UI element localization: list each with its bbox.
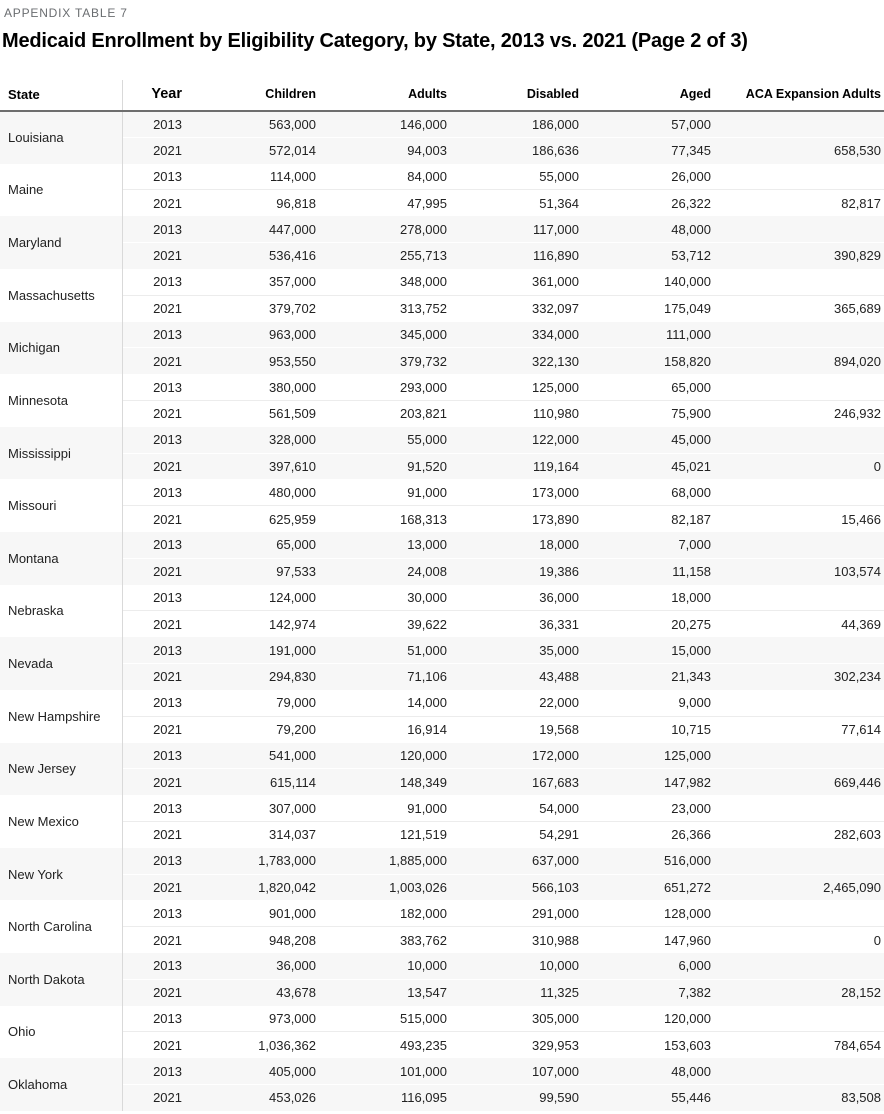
- children-cell: 615,114: [184, 769, 317, 795]
- year-cell: 2021: [122, 348, 184, 374]
- aca-cell: [712, 532, 884, 558]
- aged-cell: 26,366: [580, 821, 712, 847]
- children-cell: 79,200: [184, 716, 317, 742]
- aged-cell: 7,382: [580, 979, 712, 1005]
- year-cell: 2013: [153, 695, 182, 711]
- state-name-cell: Massachusetts: [0, 269, 122, 322]
- children-cell: 191,000: [184, 637, 317, 663]
- aged-cell: 516,000: [580, 848, 712, 874]
- aged-cell: 77,345: [580, 137, 712, 163]
- adults-cell: 1,885,000: [317, 848, 448, 874]
- children-cell: 953,550: [184, 348, 317, 374]
- table-row: [0, 374, 884, 400]
- table-row: [0, 1006, 884, 1032]
- year-cell: 2021: [122, 506, 184, 532]
- year-cell: 2013: [122, 953, 184, 979]
- children-cell: 561,509: [184, 400, 317, 426]
- year-cell: 2013: [153, 274, 182, 290]
- adults-cell: 91,000: [407, 484, 447, 500]
- aged-cell: 111,000: [580, 322, 712, 348]
- aca-cell: 0: [712, 453, 884, 479]
- adults-cell: 116,095: [317, 1085, 448, 1111]
- year-cell: 2013: [122, 637, 184, 663]
- year-cell: 2021: [122, 295, 184, 321]
- aged-cell: 45,021: [580, 453, 712, 479]
- aged-cell: 75,900: [580, 400, 712, 426]
- aged-cell: 7,000: [580, 532, 712, 558]
- aged-cell: 20,275: [580, 611, 712, 637]
- disabled-cell: 35,000: [448, 637, 580, 663]
- aca-cell: 302,234: [712, 664, 884, 690]
- state-name-cell: New York: [0, 848, 122, 901]
- year-cell: 2021: [122, 190, 184, 216]
- disabled-cell: 291,000: [532, 905, 579, 921]
- adults-cell: 203,821: [317, 400, 448, 426]
- disabled-cell: 125,000: [532, 379, 579, 395]
- table-row: [0, 348, 884, 374]
- disabled-cell: 36,000: [539, 590, 579, 606]
- aca-cell: [712, 690, 884, 716]
- aged-cell: 651,272: [580, 874, 712, 900]
- aged-cell: 53,712: [580, 243, 712, 269]
- disabled-cell: 361,000: [532, 274, 579, 290]
- aca-cell: 390,829: [712, 243, 884, 269]
- disabled-cell: 334,000: [448, 322, 580, 348]
- table-row: [0, 532, 884, 558]
- year-cell: 2013: [153, 379, 182, 395]
- children-cell: 948,208: [184, 927, 317, 953]
- disabled-cell: 36,331: [448, 611, 580, 637]
- year-cell: 2013: [153, 169, 182, 185]
- table-row: [0, 111, 884, 137]
- aca-cell: 784,654: [712, 1032, 884, 1058]
- disabled-cell: 110,980: [448, 400, 580, 426]
- state-name-cell: Louisiana: [0, 111, 122, 164]
- year-cell: 2021: [122, 611, 184, 637]
- children-cell: 124,000: [269, 590, 316, 606]
- adults-cell: 383,762: [317, 927, 448, 953]
- aged-cell: 26,322: [580, 190, 712, 216]
- adults-cell: 91,520: [317, 453, 448, 479]
- disabled-cell: 172,000: [448, 743, 580, 769]
- aged-cell: 23,000: [671, 800, 711, 816]
- children-cell: 380,000: [269, 379, 316, 395]
- adults-cell: 71,106: [317, 664, 448, 690]
- aged-cell: 11,158: [580, 558, 712, 584]
- year-cell: 2021: [122, 243, 184, 269]
- children-cell: 973,000: [269, 1011, 316, 1027]
- disabled-cell: 99,590: [448, 1085, 580, 1111]
- aca-cell: [712, 953, 884, 979]
- table-row: [0, 769, 884, 795]
- aged-cell: 9,000: [678, 695, 711, 711]
- state-name-cell: Ohio: [0, 1006, 122, 1059]
- disabled-cell: 173,000: [532, 484, 579, 500]
- appendix-label: APPENDIX TABLE 7: [4, 6, 128, 20]
- disabled-cell: 51,364: [448, 190, 580, 216]
- state-name-cell: Missouri: [0, 479, 122, 532]
- aged-cell: 120,000: [664, 1011, 711, 1027]
- state-name-cell: North Carolina: [0, 900, 122, 953]
- column-header-adults: Adults: [317, 80, 448, 111]
- adults-cell: 255,713: [317, 243, 448, 269]
- disabled-cell: 107,000: [448, 1058, 580, 1084]
- table-row: [0, 585, 884, 611]
- aca-cell: 0: [712, 927, 884, 953]
- year-cell: 2021: [122, 453, 184, 479]
- year-cell: 2021: [122, 769, 184, 795]
- disabled-cell: 186,636: [448, 137, 580, 163]
- aca-cell: 83,508: [712, 1085, 884, 1111]
- children-cell: 480,000: [269, 484, 316, 500]
- table-row: [0, 427, 884, 453]
- adults-cell: 493,235: [317, 1032, 448, 1058]
- aca-cell: 282,603: [712, 821, 884, 847]
- aca-cell: [712, 900, 884, 926]
- disabled-cell: 43,488: [448, 664, 580, 690]
- aged-cell: 153,603: [580, 1032, 712, 1058]
- table-row: [0, 506, 884, 532]
- year-cell: 2021: [122, 1032, 184, 1058]
- aca-cell: 28,152: [712, 979, 884, 1005]
- state-name-cell: Maine: [0, 164, 122, 217]
- children-cell: 43,678: [184, 979, 317, 1005]
- disabled-cell: 54,000: [539, 800, 579, 816]
- aca-cell: [712, 848, 884, 874]
- state-name-cell: Minnesota: [0, 374, 122, 427]
- column-header-year: Year: [122, 80, 184, 111]
- aged-cell: 15,000: [580, 637, 712, 663]
- children-cell: 453,026: [184, 1085, 317, 1111]
- aged-cell: 55,446: [580, 1085, 712, 1111]
- aca-cell: [712, 164, 884, 190]
- adults-cell: 120,000: [317, 743, 448, 769]
- children-cell: 1,820,042: [184, 874, 317, 900]
- children-cell: 65,000: [184, 532, 317, 558]
- aca-cell: [712, 479, 884, 505]
- column-header-aged: Aged: [580, 80, 712, 111]
- disabled-cell: 119,164: [448, 453, 580, 479]
- year-cell: 2013: [122, 532, 184, 558]
- year-cell: 2013: [122, 111, 184, 137]
- table-row: [0, 295, 884, 321]
- aged-cell: 26,000: [671, 169, 711, 185]
- state-name-cell: Oklahoma: [0, 1058, 122, 1111]
- aged-cell: 65,000: [671, 379, 711, 395]
- adults-cell: 278,000: [317, 216, 448, 242]
- adults-cell: 13,547: [317, 979, 448, 1005]
- aca-cell: 2,465,090: [712, 874, 884, 900]
- table-row: [0, 716, 884, 742]
- year-cell: 2013: [122, 743, 184, 769]
- header-row: [0, 80, 884, 111]
- table-row: [0, 216, 884, 242]
- aca-cell: 77,614: [712, 716, 884, 742]
- adults-cell: 94,003: [317, 137, 448, 163]
- aca-cell: 82,817: [712, 190, 884, 216]
- adults-cell: 313,752: [317, 295, 448, 321]
- medicaid-enrollment-table: [0, 80, 884, 1111]
- state-name-cell: New Mexico: [0, 795, 122, 848]
- disabled-cell: 122,000: [448, 427, 580, 453]
- page-title: Medicaid Enrollment by Eligibility Category, by State, 2013 vs. 2021 (Page 2 of 3): [2, 30, 748, 52]
- aged-cell: 6,000: [580, 953, 712, 979]
- year-cell: 2021: [122, 716, 184, 742]
- column-header-state: State: [0, 80, 122, 111]
- state-name-cell: North Dakota: [0, 953, 122, 1006]
- disabled-cell: 173,890: [448, 506, 580, 532]
- table-row: [0, 979, 884, 1005]
- adults-cell: 51,000: [317, 637, 448, 663]
- aca-cell: [712, 374, 884, 400]
- children-cell: 328,000: [184, 427, 317, 453]
- aca-cell: 658,530: [712, 137, 884, 163]
- adults-cell: 348,000: [400, 274, 447, 290]
- disabled-cell: 22,000: [539, 695, 579, 711]
- table-row: [0, 558, 884, 584]
- adults-cell: 515,000: [400, 1011, 447, 1027]
- column-header-children: Children: [184, 80, 317, 111]
- aca-cell: [712, 427, 884, 453]
- aged-cell: 21,343: [580, 664, 712, 690]
- aged-cell: 68,000: [671, 484, 711, 500]
- state-name-cell: New Hampshire: [0, 690, 122, 743]
- adults-cell: 55,000: [317, 427, 448, 453]
- table-row: [0, 637, 884, 663]
- table-row: [0, 243, 884, 269]
- disabled-cell: 167,683: [448, 769, 580, 795]
- table-row: [0, 821, 884, 847]
- children-cell: 307,000: [269, 800, 316, 816]
- adults-cell: 30,000: [407, 590, 447, 606]
- aged-cell: 140,000: [664, 274, 711, 290]
- table-row: [0, 795, 884, 821]
- aca-cell: [712, 585, 884, 611]
- adults-cell: 148,349: [317, 769, 448, 795]
- year-cell: 2021: [122, 874, 184, 900]
- aca-cell: 103,574: [712, 558, 884, 584]
- adults-cell: 101,000: [317, 1058, 448, 1084]
- disabled-cell: 55,000: [539, 169, 579, 185]
- disabled-cell: 19,386: [448, 558, 580, 584]
- aged-cell: 82,187: [580, 506, 712, 532]
- children-cell: 563,000: [184, 111, 317, 137]
- children-cell: 96,818: [184, 190, 317, 216]
- adults-cell: 10,000: [317, 953, 448, 979]
- children-cell: 901,000: [269, 905, 316, 921]
- aged-cell: 18,000: [671, 590, 711, 606]
- state-name-cell: Nevada: [0, 637, 122, 690]
- table-row: [0, 322, 884, 348]
- table-row: [0, 611, 884, 637]
- year-cell: 2013: [153, 484, 182, 500]
- aca-cell: 44,369: [712, 611, 884, 637]
- disabled-cell: 332,097: [448, 295, 580, 321]
- table-row: [0, 137, 884, 163]
- adults-cell: 1,003,026: [317, 874, 448, 900]
- year-cell: 2021: [122, 664, 184, 690]
- aca-cell: 669,446: [712, 769, 884, 795]
- children-cell: 405,000: [184, 1058, 317, 1084]
- disabled-cell: 310,988: [448, 927, 580, 953]
- aca-cell: [712, 795, 884, 821]
- year-cell: 2013: [153, 800, 182, 816]
- aged-cell: 10,715: [580, 716, 712, 742]
- disabled-cell: 329,953: [448, 1032, 580, 1058]
- adults-cell: 293,000: [400, 379, 447, 395]
- disabled-cell: 637,000: [448, 848, 580, 874]
- adults-cell: 47,995: [317, 190, 448, 216]
- aged-cell: 125,000: [580, 743, 712, 769]
- adults-cell: 91,000: [407, 800, 447, 816]
- aged-cell: 48,000: [580, 216, 712, 242]
- state-name-cell: Mississippi: [0, 427, 122, 480]
- aca-cell: 365,689: [712, 295, 884, 321]
- adults-cell: 16,914: [317, 716, 448, 742]
- year-cell: 2021: [122, 400, 184, 426]
- adults-cell: 379,732: [317, 348, 448, 374]
- aged-cell: 128,000: [664, 905, 711, 921]
- disabled-cell: 116,890: [448, 243, 580, 269]
- year-cell: 2021: [122, 927, 184, 953]
- table-row: [0, 1058, 884, 1084]
- aca-cell: [712, 111, 884, 137]
- table-header: [0, 80, 884, 111]
- children-cell: 379,702: [184, 295, 317, 321]
- children-cell: 397,610: [184, 453, 317, 479]
- disabled-cell: 566,103: [448, 874, 580, 900]
- year-cell: 2021: [122, 1085, 184, 1111]
- adults-cell: 39,622: [317, 611, 448, 637]
- children-cell: 447,000: [184, 216, 317, 242]
- table-row: [0, 479, 884, 505]
- aged-cell: 48,000: [580, 1058, 712, 1084]
- column-header-aca-expansion-adults: ACA Expansion Adults: [712, 80, 884, 111]
- disabled-cell: 54,291: [448, 821, 580, 847]
- adults-cell: 13,000: [317, 532, 448, 558]
- children-cell: 97,533: [184, 558, 317, 584]
- children-cell: 357,000: [269, 274, 316, 290]
- aca-cell: [712, 216, 884, 242]
- aca-cell: [712, 1058, 884, 1084]
- children-cell: 572,014: [184, 137, 317, 163]
- state-name-cell: New Jersey: [0, 743, 122, 796]
- state-name-cell: Montana: [0, 532, 122, 585]
- table-row: [0, 664, 884, 690]
- adults-cell: 146,000: [317, 111, 448, 137]
- children-cell: 114,000: [269, 169, 316, 185]
- adults-cell: 345,000: [317, 322, 448, 348]
- disabled-cell: 322,130: [448, 348, 580, 374]
- table-row: [0, 190, 884, 216]
- adults-cell: 24,008: [317, 558, 448, 584]
- children-cell: 142,974: [184, 611, 317, 637]
- aged-cell: 147,960: [580, 927, 712, 953]
- table-row: [0, 743, 884, 769]
- aged-cell: 175,049: [580, 295, 712, 321]
- aca-cell: [712, 322, 884, 348]
- year-cell: 2013: [153, 1011, 182, 1027]
- aged-cell: 158,820: [580, 348, 712, 374]
- table-row: [0, 874, 884, 900]
- children-cell: 536,416: [184, 243, 317, 269]
- table-row: [0, 453, 884, 479]
- adults-cell: 121,519: [317, 821, 448, 847]
- adults-cell: 182,000: [400, 905, 447, 921]
- children-cell: 1,036,362: [184, 1032, 317, 1058]
- table-row: [0, 269, 884, 295]
- state-name-cell: Nebraska: [0, 585, 122, 638]
- aca-cell: [712, 1006, 884, 1032]
- disabled-cell: 10,000: [448, 953, 580, 979]
- table-body: [0, 111, 884, 1111]
- year-cell: 2013: [122, 427, 184, 453]
- children-cell: 963,000: [184, 322, 317, 348]
- state-name-cell: Maryland: [0, 216, 122, 269]
- children-cell: 625,959: [184, 506, 317, 532]
- year-cell: 2013: [122, 216, 184, 242]
- year-cell: 2013: [153, 590, 182, 606]
- aca-cell: [712, 743, 884, 769]
- disabled-cell: 305,000: [532, 1011, 579, 1027]
- table-row: [0, 900, 884, 926]
- year-cell: 2021: [122, 558, 184, 584]
- disabled-cell: 117,000: [448, 216, 580, 242]
- disabled-cell: 19,568: [448, 716, 580, 742]
- table-row: [0, 164, 884, 190]
- disabled-cell: 186,000: [448, 111, 580, 137]
- table-row: [0, 927, 884, 953]
- adults-cell: 14,000: [407, 695, 447, 711]
- year-cell: 2021: [122, 979, 184, 1005]
- aged-cell: 57,000: [580, 111, 712, 137]
- adults-cell: 168,313: [317, 506, 448, 532]
- aca-cell: 15,466: [712, 506, 884, 532]
- disabled-cell: 18,000: [448, 532, 580, 558]
- year-cell: 2021: [122, 137, 184, 163]
- table-row: [0, 1085, 884, 1111]
- year-cell: 2013: [122, 322, 184, 348]
- table-row: [0, 690, 884, 716]
- aca-cell: [712, 637, 884, 663]
- state-name-cell: Michigan: [0, 322, 122, 375]
- children-cell: 79,000: [276, 695, 316, 711]
- table-row: [0, 953, 884, 979]
- table-row: [0, 848, 884, 874]
- table-row: [0, 1032, 884, 1058]
- year-cell: 2021: [122, 821, 184, 847]
- children-cell: 294,830: [184, 664, 317, 690]
- disabled-cell: 11,325: [448, 979, 580, 1005]
- children-cell: 314,037: [184, 821, 317, 847]
- year-cell: 2013: [122, 1058, 184, 1084]
- aged-cell: 45,000: [580, 427, 712, 453]
- children-cell: 1,783,000: [184, 848, 317, 874]
- children-cell: 541,000: [184, 743, 317, 769]
- children-cell: 36,000: [184, 953, 317, 979]
- aged-cell: 147,982: [580, 769, 712, 795]
- adults-cell: 84,000: [407, 169, 447, 185]
- table-row: [0, 400, 884, 426]
- aca-cell: 246,932: [712, 400, 884, 426]
- year-cell: 2013: [122, 848, 184, 874]
- aca-cell: [712, 269, 884, 295]
- aca-cell: 894,020: [712, 348, 884, 374]
- year-cell: 2013: [153, 905, 182, 921]
- column-header-disabled: Disabled: [448, 80, 580, 111]
